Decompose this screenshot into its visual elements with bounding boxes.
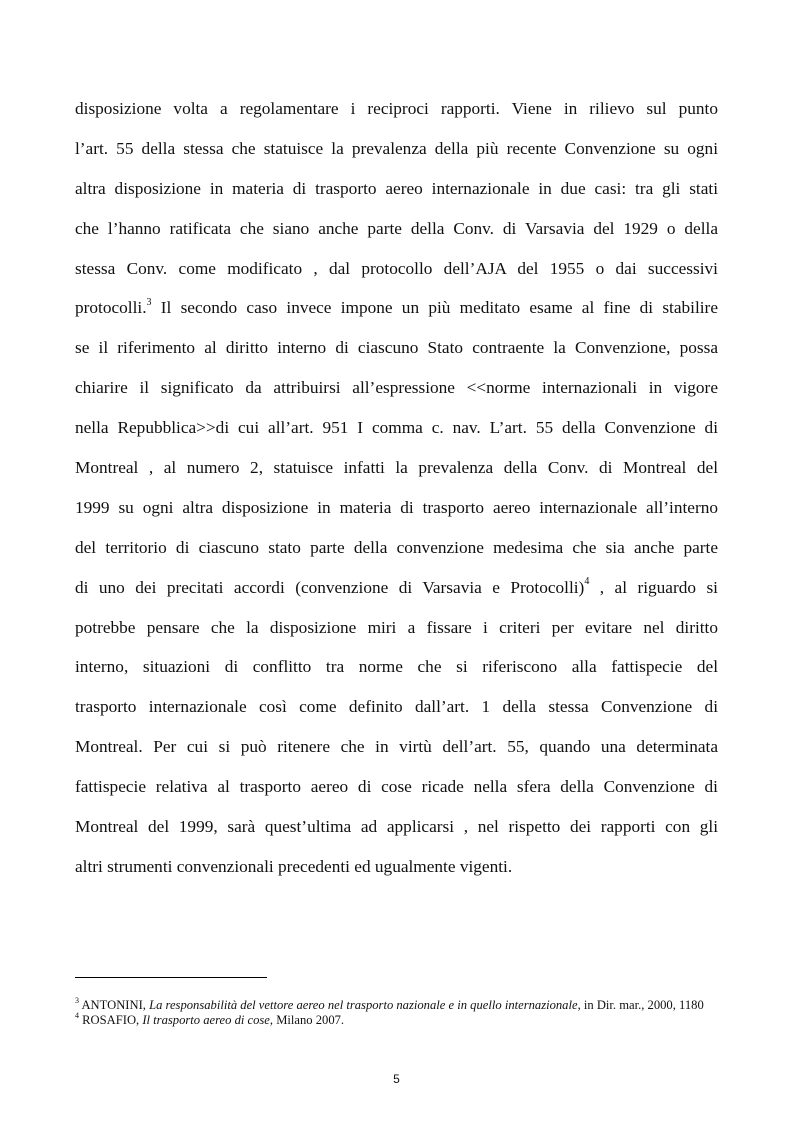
text-line: altri strumenti convenzionali precedenti ed ugualmente vigenti.: [75, 856, 513, 876]
text-line: Montreal del 1999, sarà quest’ultima ad applicarsi , nel rispetto dei rapporti con gli: [75, 817, 718, 837]
text-segment: protocolli.: [75, 298, 147, 318]
footnote-4: [75, 1010, 720, 1028]
footnote-citation: , Milano 2007.: [269, 1013, 345, 1027]
footnote-title: La responsabilità del vettore aereo nel trasporto nazionale e in quello internazionale: [149, 998, 578, 1012]
footnote-number: 4: [75, 1010, 79, 1020]
text-segment: Il secondo caso invece impone un più meditato esame al fine di stabilire: [151, 298, 718, 318]
text-line: [75, 288, 718, 328]
text-line: 1999 su ogni altra disposizione in materia di trasporto aereo internazionale all’interno: [75, 497, 718, 517]
text-line: interno, situazioni di conflitto tra norme che si riferiscono alla fattispecie del: [75, 657, 718, 677]
text-line: disposizione volta a regolamentare i reciproci rapporti. Viene in rilievo sul punto: [75, 99, 718, 118]
text-line: del territorio di ciascuno stato parte della convenzione medesima che sia anche parte: [75, 537, 718, 557]
footnote-number: 3: [75, 995, 79, 1005]
text-line: l’art. 55 della stessa che statuisce la prevalenza della più recente Convenzione su ogni: [75, 138, 718, 158]
text-line: se il riferimento al diritto interno di ciascuno Stato contraente la Convenzione, possa: [75, 338, 718, 358]
text-segment: di uno dei precitati accordi (convenzione di Varsavia e Protocolli): [75, 577, 585, 597]
text-line: potrebbe pensare che la disposizione miri a fissare i criteri per evitare nel diritto: [75, 617, 718, 637]
footnote-separator: [75, 977, 267, 978]
text-line: nella Repubblica>>di cui all’art. 951 I comma c. nav. L’art. 55 della Convenzione di: [75, 418, 718, 438]
footnote-ref-3[interactable]: 3: [146, 296, 152, 308]
text-line: Montreal. Per cui si può ritenere che in virtù dell’art. 55, quando una determinata: [75, 737, 718, 757]
text-line: trasporto internazionale così come definito dall’art. 1 della stessa Convenzione di: [75, 697, 718, 717]
page-number: 5: [393, 1072, 400, 1086]
footnote-author: ROSAFIO,: [79, 1013, 143, 1027]
text-line: altra disposizione in materia di trasporto aereo internazionale in due casi: tra gli stati: [75, 178, 718, 198]
footnote-ref-4[interactable]: 4: [584, 575, 590, 587]
text-line: stessa Conv. come modificato , dal protocollo dell’AJA del 1955 o dai successivi: [75, 258, 718, 278]
footnote-3: [75, 995, 720, 1013]
text-line: Montreal , al numero 2, statuisce infatti la prevalenza della Conv. di Montreal del: [75, 458, 718, 478]
text-segment: , al riguardo si: [589, 577, 718, 597]
text-line: [75, 568, 718, 608]
footnote-citation: , in Dir. mar., 2000, 1180: [577, 998, 704, 1012]
footnote-title: Il trasporto aereo di cose: [142, 1013, 270, 1027]
text-line: fattispecie relativa al trasporto aereo di cose ricade nella sfera della Convenzione di: [75, 777, 718, 797]
main-paragraph: [75, 89, 718, 887]
footnotes: [75, 995, 720, 1028]
text-line: che l’hanno ratificata che siano anche parte della Conv. di Varsavia del 1929 o della: [75, 218, 718, 238]
footnote-author: ANTONINI,: [79, 998, 150, 1012]
text-line: chiarire il significato da attribuirsi all’espressione <<norme internazionali in vigore: [75, 378, 718, 398]
